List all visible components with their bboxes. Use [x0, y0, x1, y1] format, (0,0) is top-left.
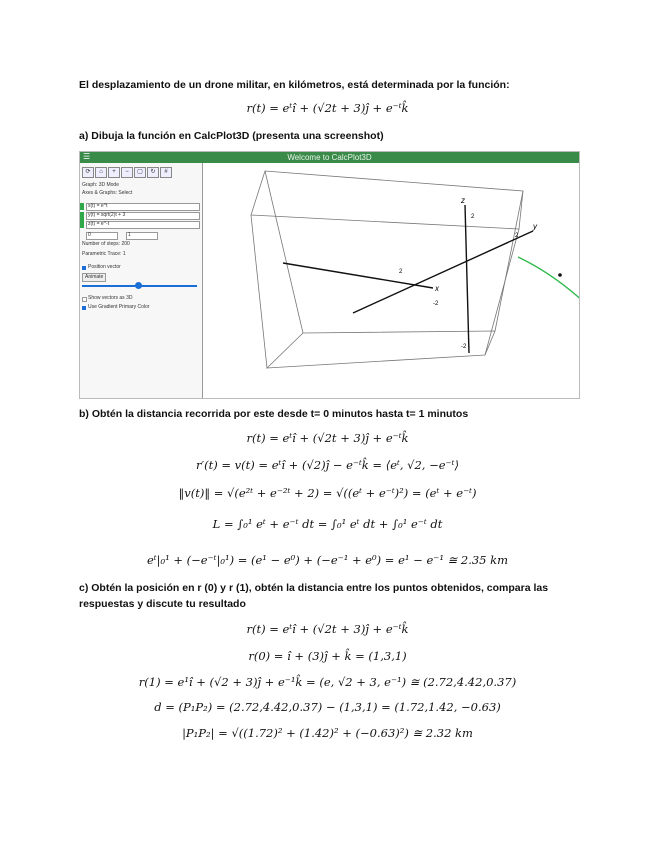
- equation-b1: r(t) = eᵗî + (√2t + 3)ĵ + e⁻ᵗk̂: [246, 431, 409, 445]
- parametric-curve: [518, 257, 579, 343]
- z-axis: [465, 205, 469, 353]
- gradient-checkbox[interactable]: [82, 306, 86, 310]
- intro-text: El desplazamiento de un drone militar, en kilómetros, está determinada por la función:: [79, 79, 510, 91]
- menu-icon[interactable]: ☰: [83, 152, 91, 161]
- gradient-label: Use Gradient Primary Color: [88, 304, 150, 310]
- part-c-heading: c) Obtén la posición en r (0) y r (1), obtén la distancia entre los puntos obtenidos, compara las: [79, 582, 549, 594]
- z-tick-top: 2: [471, 214, 475, 220]
- t-to-input[interactable]: 1: [126, 232, 158, 240]
- bounding-box-top: [251, 171, 523, 229]
- y-axis-label: y: [533, 222, 537, 231]
- z-axis-label: z: [461, 196, 465, 205]
- equation-c2: r(0) = î + (3)ĵ + k̂ = (1,3,1): [248, 649, 407, 663]
- vectors-checkbox[interactable]: [82, 297, 87, 302]
- vectors-label: Show vectors as 3D: [88, 295, 133, 301]
- steps-label: Number of steps:: [82, 241, 121, 247]
- z-tick-bottom: -2: [461, 344, 467, 350]
- part-a-heading: a) Dibuja la función en CalcPlot3D (presenta una screenshot): [79, 130, 384, 142]
- equation-c4: d = (P₁P₂) = (2.72,4.42,0.37) − (1,3,1) = (1.72,1.42, −0.63): [154, 700, 501, 714]
- trace-point: [558, 273, 562, 277]
- y-tick-top: 2: [515, 233, 519, 239]
- refresh-icon[interactable]: ⟳: [82, 167, 94, 178]
- steps-input[interactable]: 200: [121, 241, 130, 247]
- trace-label: Parametric Trace:: [82, 251, 122, 257]
- y-tick-bottom: -2: [433, 301, 439, 307]
- y-axis: [353, 231, 533, 313]
- zoom-out-icon[interactable]: −: [121, 167, 133, 178]
- y-function-input[interactable]: y(t) = sqrt(2)t + 3: [86, 212, 200, 220]
- window-title-bar: Welcome to CalcPlot3D: [80, 152, 579, 163]
- x-axis: [283, 263, 433, 288]
- equation-b3: ‖v(t)‖ = √(e²ᵗ + e⁻²ᵗ + 2) = √((eᵗ + e⁻ᵗ)²) = (eᵗ + e⁻ᵗ): [178, 486, 477, 500]
- equation-c3: r(1) = e¹î + (√2 + 3)ĵ + e⁻¹k̂ = (e, √2 + 3, e⁻¹) ≅ (2.72,4.42,0.37): [138, 675, 517, 689]
- animate-button[interactable]: Animate: [82, 273, 106, 282]
- zoom-fit-icon[interactable]: ▢: [134, 167, 146, 178]
- axes-select[interactable]: Select: [118, 190, 133, 196]
- z-function-input[interactable]: z(t) = e^-t: [86, 221, 200, 229]
- position-checkbox[interactable]: [82, 266, 86, 270]
- equation-c5: |P₁P₂| = √((1.72)² + (1.42)² + (−0.63)²) ≅ 2.32 km: [182, 726, 473, 740]
- axes-label: Axes & Graphs:: [82, 190, 118, 196]
- equation-c1: r(t) = eᵗî + (√2t + 3)ĵ + e⁻ᵗk̂: [246, 622, 409, 636]
- control-panel: [80, 163, 203, 398]
- t-from-input[interactable]: 0: [86, 232, 118, 240]
- equation-b2: r′(t) = v(t) = eᵗî + (√2)ĵ − e⁻ᵗk̂ = ⟨eᵗ, √2, −e⁻ᵗ⟩: [196, 458, 459, 472]
- graph-label: Graph:: [82, 182, 98, 188]
- rotate-icon[interactable]: ↻: [147, 167, 159, 178]
- home-icon[interactable]: ⌂: [95, 167, 107, 178]
- graph-mode[interactable]: 3D Mode: [98, 182, 119, 188]
- position-label: Position vector: [88, 264, 121, 270]
- x-tick-right: 2: [399, 269, 403, 275]
- trace-input[interactable]: 1: [122, 251, 126, 257]
- zoom-in-icon[interactable]: +: [108, 167, 120, 178]
- x-function-input[interactable]: x(t) = e^t: [86, 203, 200, 211]
- grid-icon[interactable]: #: [160, 167, 172, 178]
- equation-b5: eᵗ|₀¹ + (−e⁻ᵗ|₀¹) = (e¹ − e⁰) + (−e⁻¹ + e⁰) = e¹ − e⁻¹ ≅ 2.35 km: [146, 553, 509, 567]
- calcplot3d-screenshot: [79, 151, 580, 399]
- part-c-heading-2: respuestas y discute tu resultado: [79, 598, 246, 610]
- equation-b4: L = ∫₀¹ eᵗ + e⁻ᵗ dt = ∫₀¹ eᵗ dt + ∫₀¹ e⁻ᵗ dt: [212, 517, 443, 531]
- t-slider-handle[interactable]: [135, 282, 142, 289]
- 3d-plot-canvas[interactable]: [203, 163, 579, 397]
- part-b-heading: b) Obtén la distancia recorrida por este desde t= 0 minutos hasta t= 1 minutos: [79, 408, 469, 420]
- x-axis-label: x: [435, 284, 439, 293]
- equation-r: r(t) = eᵗî + (√2t + 3)ĵ + e⁻ᵗk̂: [246, 101, 409, 115]
